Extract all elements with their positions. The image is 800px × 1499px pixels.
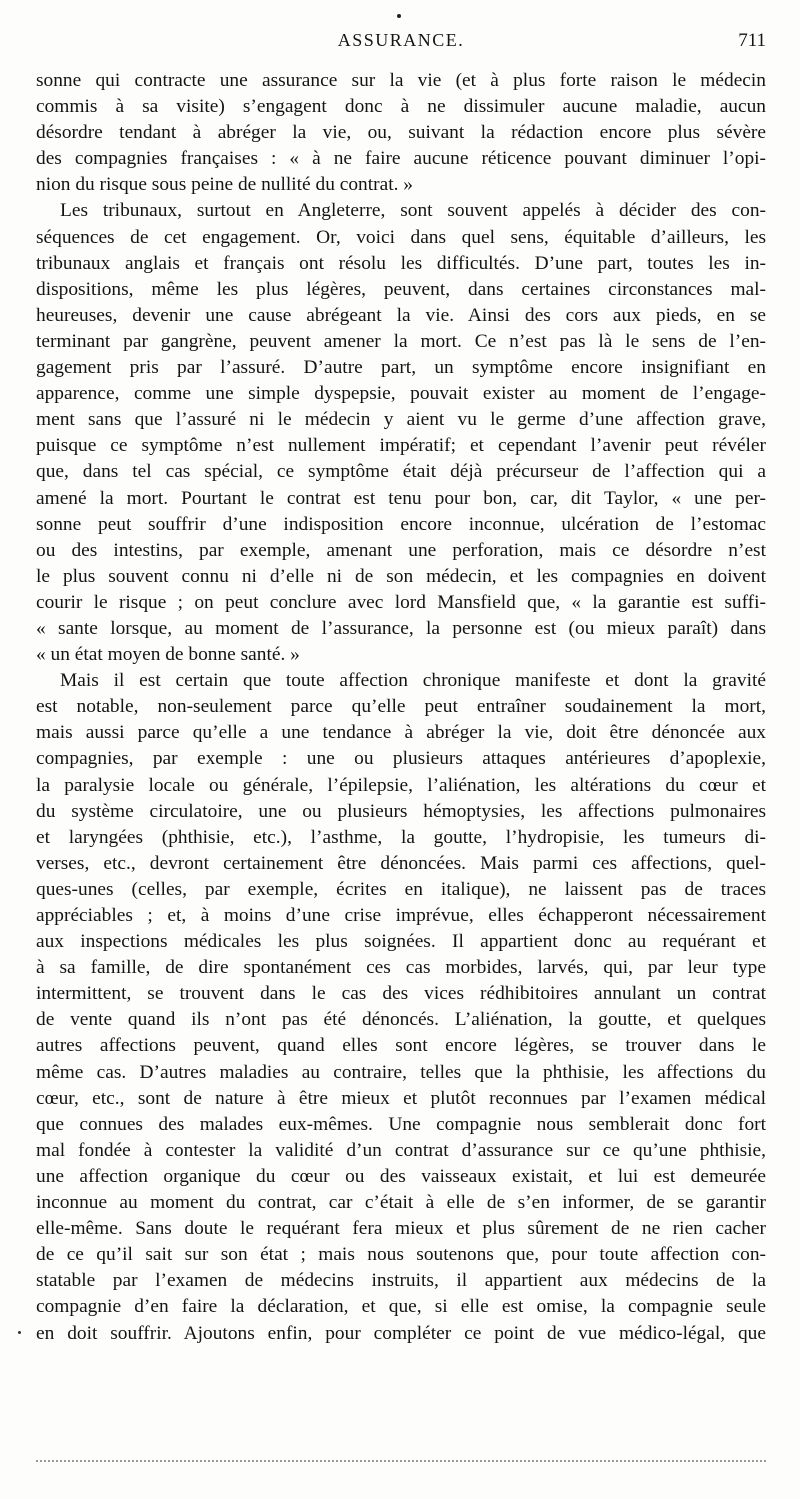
text-line: gagement pris par l’assuré. D’autre part, un symptôme encore insignifiant en <box>36 357 766 379</box>
running-title: ASSURANCE. <box>337 30 465 50</box>
text-line: dispositions, même les plus légères, peuvent, dans certaines circonstances mal- <box>36 278 766 300</box>
text-line: même cas. D’autres maladies au contraire, telles que la phthisie, les affections du <box>36 1061 766 1083</box>
text-line: que connues des malades eux-mêmes. Une compagnie nous semblerait donc fort <box>36 1113 766 1135</box>
text-line: de ce qu’il sait sur son état ; mais nous soutenons que, pour toute affection con- <box>36 1244 766 1266</box>
text-line: inconnue au moment du contrat, car c’était à elle de s’en informer, de se garantir <box>36 1192 766 1214</box>
text-line: est notable, non-seulement parce qu’elle peut entraîner soudainement la mort, <box>36 696 766 718</box>
text-line: « un état moyen de bonne santé. » <box>36 644 300 666</box>
text-line: ques-unes (celles, par exemple, écrites en italique), ne laissent pas de traces <box>36 878 766 900</box>
text-line: mais aussi parce qu’elle a une tendance à abréger la vie, doit être dénoncée aux <box>36 722 766 744</box>
text-line: autres affections peuvent, quand elles sont encore légères, se trouver dans le <box>36 1035 766 1057</box>
text-line: sonne qui contracte une assurance sur la vie (et à plus forte raison le médecin <box>36 70 766 91</box>
text-line: ment sans que l’assuré ni le médecin y aient vu le germe d’une affection grave, <box>36 409 766 431</box>
text-line: terminant par gangrène, peuvent amener la mort. Ce n’est pas là le sens de l’en- <box>36 330 766 352</box>
text-line: statable par l’examen de médecins instruits, il appartient aux médecins de la <box>36 1270 766 1292</box>
text-line: appréciables ; et, à moins d’une crise imprévue, elles échapperont nécessairement <box>36 905 766 926</box>
text-line: la paralysie locale ou générale, l’épilepsie, l’aliénation, les altérations du cœur et <box>36 774 766 796</box>
margin-speck <box>18 1331 21 1334</box>
text-line: apparence, comme une simple dyspepsie, pouvait exister au moment de l’engage- <box>36 383 766 405</box>
running-header <box>36 30 766 60</box>
text-line: compagnies, par exemple : une ou plusieurs attaques antérieures d’apoplexie, <box>36 748 766 770</box>
text-line: heureuses, devenir une cause abrégeant la vie. Ainsi des cors aux pieds, en se <box>36 304 766 326</box>
text-line: une affection organique du cœur ou des vaisseaux existait, et lui est demeurée <box>36 1165 766 1187</box>
text-line: Les tribunaux, surtout en Angleterre, sont souvent appelés à décider des con- <box>60 200 766 222</box>
text-line: désordre tendant à abréger la vie, ou, suivant la rédaction encore plus sévère <box>36 122 766 144</box>
text-line: du système circulatoire, une ou plusieurs hémoptysies, les affections pulmonaires <box>36 800 766 822</box>
text-line: verses, etc., devront certainement être dénoncées. Mais parmi ces affections, quel- <box>36 852 766 874</box>
text-line: compagnie d’en faire la déclaration, et que, si elle est omise, la compagnie seule <box>36 1296 766 1318</box>
text-line: sonne peut souffrir d’une indisposition encore inconnue, ulcération de l’estomac <box>36 513 766 535</box>
text-line: mal fondée à contester la validité d’un contrat d’assurance sur ce qu’une phthisie, <box>36 1139 766 1161</box>
text-line: cœur, etc., sont de nature à être mieux et plutôt reconnues par l’examen médical <box>36 1087 766 1109</box>
text-line: et laryngées (phthisie, etc.), l’asthme, la goutte, l’hydropisie, les tumeurs di- <box>36 826 766 848</box>
text-line: amené la mort. Pourtant le contrat est tenu pour bon, car, dit Taylor, « une per- <box>36 487 766 509</box>
text-line: Mais il est certain que toute affection chronique manifeste et dont la gravité <box>60 670 766 692</box>
text-line: intermittent, se trouvent dans le cas des vices rédhibitoires annulant un contrat <box>36 983 766 1005</box>
text-line: ou des intestins, par exemple, amenant une perforation, mais ce désordre n’est <box>36 539 766 561</box>
text-line: tribunaux anglais et français ont résolu les difficultés. D’une part, toutes les in- <box>36 252 766 274</box>
text-line: des compagnies françaises : « à ne faire aucune réticence pouvant diminuer l’opi- <box>36 148 766 170</box>
text-line: en doit souffrir. Ajoutons enfin, pour compléter ce point de vue médico-légal, que <box>36 1322 766 1344</box>
text-line: de vente quand ils n’ont pas été dénoncés. L’aliénation, la goutte, et quelques <box>36 1009 766 1031</box>
text-line: le plus souvent connu ni d’elle ni de son médecin, et les compagnies en doivent <box>36 565 766 587</box>
text-line: « sante lorsque, au moment de l’assurance, la personne est (ou mieux paraît) dans <box>36 617 766 639</box>
text-line: que, dans tel cas spécial, ce symptôme était déjà précurseur de l’affection qui a <box>36 461 766 483</box>
text-line: aux inspections médicales les plus soignées. Il appartient donc au requérant et <box>36 931 766 953</box>
text-line: puisque ce symptôme n’est nullement impératif; et cependant l’avenir peut révéler <box>36 435 766 457</box>
print-speck <box>397 14 401 18</box>
body-text <box>36 68 766 1347</box>
footer-dotted-rule <box>36 1460 766 1462</box>
text-line: séquences de cet engagement. Or, voici dans quel sens, équitable d’ailleurs, les <box>36 226 766 248</box>
page-number: 711 <box>738 30 766 51</box>
text-line: courir le risque ; on peut conclure avec lord Mansfield que, « la garantie est suffi- <box>36 591 766 613</box>
text-line: commis à sa visite) s’engagent donc à ne dissimuler aucune maladie, aucun <box>36 96 766 118</box>
text-line: nion du risque sous peine de nullité du contrat. » <box>36 174 413 196</box>
text-line: elle-même. Sans doute le requérant fera mieux et plus sûrement de ne rien cacher <box>36 1218 766 1240</box>
text-line: à sa famille, de dire spontanément ces cas morbides, larvés, qui, par leur type <box>36 957 766 979</box>
